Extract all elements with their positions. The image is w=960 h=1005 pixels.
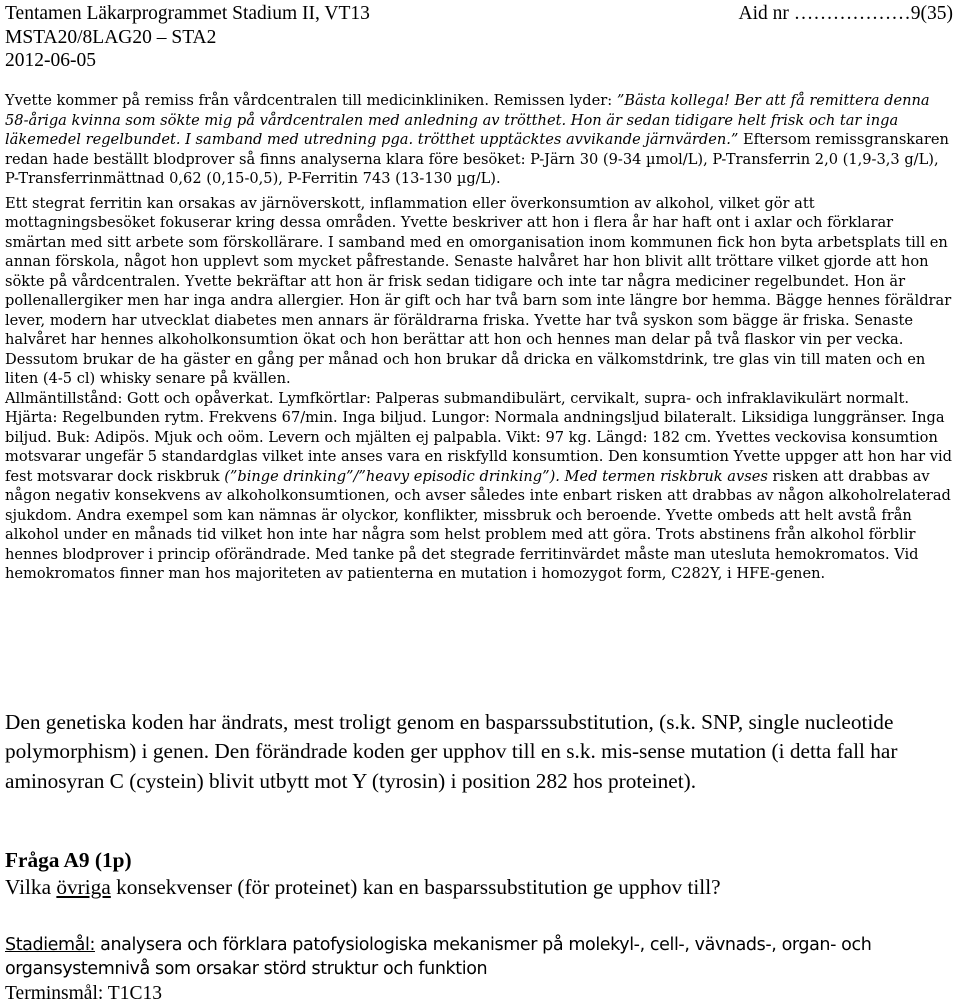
case-paragraph-referral [5,91,955,189]
referral-intro: Yvette kommer på remiss från vårdcentralen till medicinkliniken. Remissen lyder: [5,92,617,109]
case-paragraph-exam [5,389,955,584]
exam-continuation: risken att drabbas av någon negativ konsekvens av alkoholkonsumtionen, och avser således inte enbart risken att drabbas av någon alkoholrelaterad sjukdom. Andra exempel som kan nämnas är olyckor, konflikter, missbruk och beroende. Yvette ombeds att helt avstå från alkohol under en månads tid vilket hon inte har några som helst problem med att göra. Trots abstinens från alkohol förblir hennes blodprover i princip oförändrade. Med tanke på det stegrade ferritinvärdet måste man utesluta hemokromatos. Vid hemokromatos finner man hos majoriteten av patienterna en mutation i homozygot form, C282Y, i HFE-genen. [5,467,951,582]
terminsmal: Terminsmål: T1C13 [5,983,162,1004]
case-description [5,91,955,584]
exam-findings: Allmäntillstånd: Gott och opåverkat. Lymfkörtlar: Palperas submandibulärt, cervikalt, supra- och infraklavikulärt normalt. Hjärta: Regelbunden rytm. Frekvens 67/min. Inga biljud. Lungor: Normala andningsljud bilateralt. Liksidiga lunggränser. Inga biljud. Buk: Adipös. Mjuk och oöm. Levern och mjälten ej palpabla. Vikt: 97 kg. Längd: 182 cm. Yvettes veckovisa konsumtion motsvarar ungefär 5 standardglas vilket inte anses vara en riskfylld konsumtion. Den konsumtion Yvette uppger att hon har vid fest motsvarar dock riskbruk [5,389,952,485]
header-line-2 [5,26,953,50]
question-text-start: Vilka [5,875,57,899]
aid-number: Aid nr ………………9(35) [738,3,953,24]
question-text-end: konsekvenser (för proteinet) kan en basparssubstitution ge upphov till? [110,875,721,899]
referral-quote: ”Bästa kollega! Ber att få remittera denna 58-åriga kvinna som sökte mig på vårdcentralen med anledning av trötthet. Hon är sedan tidigare helt frisk och tar inga läkemedel regelbundet. I samband med utredning pga. trötthet upptäcktes avvikande järnvärden.” [5,92,930,148]
answer-text: Den genetiska koden har ändrats, mest troligt genom en basparssubstitution, (s.k. SNP, single nucleotide polymorphism) i genen. Den förändrade koden ger upphov till en s.k. mis-sense mutation (i detta fall har aminosyran C (cystein) blivit utbytt mot Y (tyrosin) i position 282 hos proteinet). [5,710,898,793]
question-text [5,874,955,901]
lab-results: Eftersom remissgranskaren redan hade beställt blodprover så finns analyserna klara före besöket: P-Järn 30 (9-34 µmol/L), P-Transferrin 2,0 (1,9-3,3 g/L), P-Transferrinmättnad 0,62 (0,15-0,5), P-Ferritin 743 (13-130 µg/L). [5,131,949,187]
stadiemal-text: analysera och förklara patofysiologiska mekanismer på molekyl-, cell-, vävnads-, organ- och organsystemnivå som orsakar störd struktur och funktion [5,935,872,979]
header-line-1 [5,2,953,26]
stadiemal [5,933,955,981]
header-line-3 [5,49,953,73]
riskbruk-term: (”binge drinking”/”heavy episodic drinking”). Med termen riskbruk avses [224,467,768,485]
exam-date: 2012-06-05 [5,50,96,71]
course-title: Tentamen Läkarprogrammet Stadium II, VT13 [5,3,370,24]
learning-goals [5,933,955,981]
question-title: Fråga A9 (1p) [5,848,132,872]
course-code: MSTA20/8LAG20 – STA2 [5,26,217,48]
page-header [5,2,953,73]
question-block [5,847,955,901]
stadiemal-label: Stadiemål: [5,935,95,955]
previous-answer [5,708,955,796]
question-underlined-word: övriga [56,875,111,899]
case-paragraph-history: Ett stegrat ferritin kan orsakas av järnöverskott, inflammation eller överkonsumtion av alkohol, vilket gör att mottagningsbesöket fokuserar kring dessa områden. Yvette beskriver att hon i flera år har haft ont i axlar och förklarar smärtan med sitt arbete som förskollärare. I samband med en omorganisation inom kommunen fick hon byta arbetsplats till en annan förskola, något hon upplevt som mycket påfrestande. Senaste halvåret har hon blivit allt tröttare vilket gjorde att hon sökte på vårdcentralen. Yvette bekräftar att hon är frisk sedan tidigare och inte tar några mediciner regelbundet. Hon är pollenallergiker men har inga andra allergier. Hon är gift och har två barn som inte längre bor hemma. Bägge hennes föräldrar lever, modern har utvecklat diabetes men annars är föräldrarna friska. Yvette har två syskon som bägge är friska. Senaste halvåret har hennes alkoholkonsumtion ökat och hon berättar att hon och hennes man delar på två flaskor vin per vecka. Dessutom brukar de ha gäster en gång per månad och hon brukar då dricka en välkomstdrink, tre glas vin till maten och en liten (4-5 cl) whisky senare på kvällen. [5,194,952,387]
